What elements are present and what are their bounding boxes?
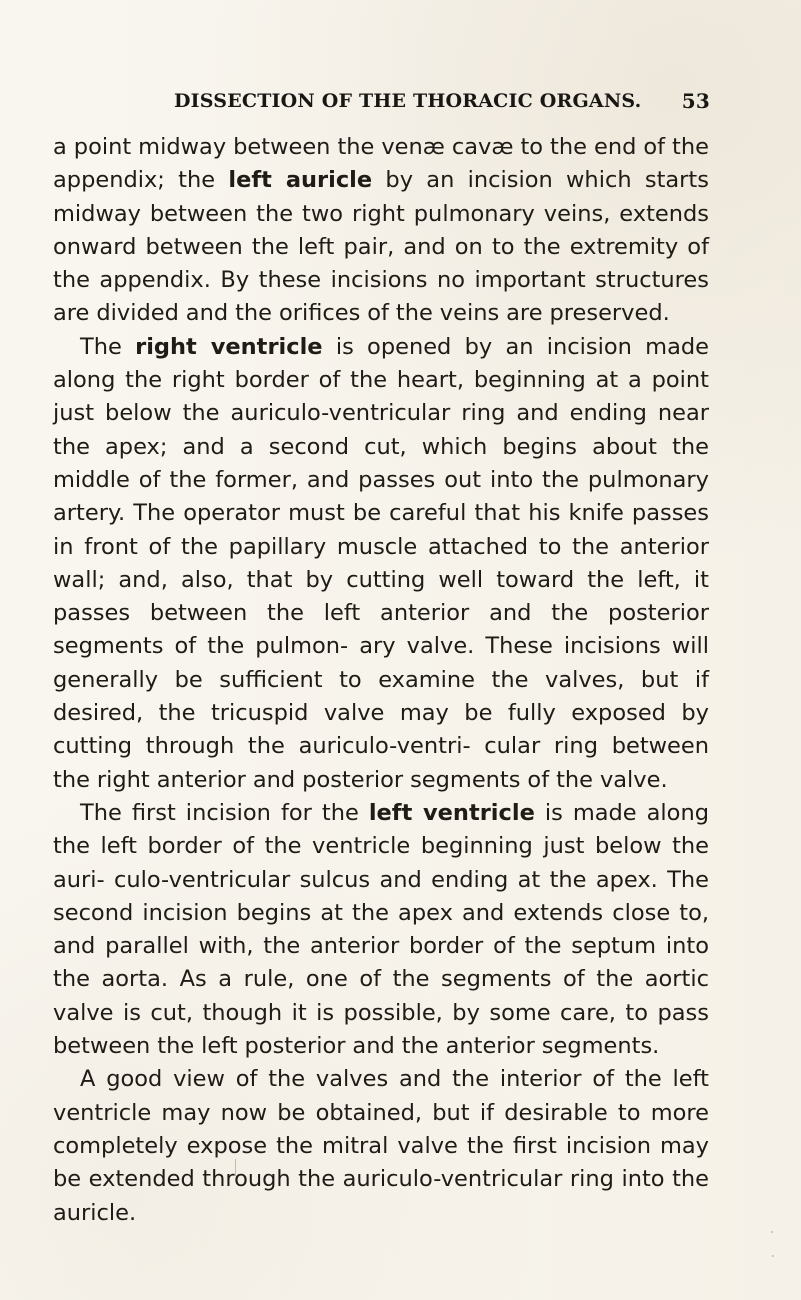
page-number: 53 <box>681 89 710 113</box>
emphasis-right-ventricle: right ventricle <box>135 333 323 360</box>
paragraph-text: is opened by an incision made along the right border of the heart, beginning at a point just below the auriculo-ventricular ring and ending near the apex; and a second cut, which begins about the middle of the former, and passes out into the pulmonary artery. The operator must be careful that his knife passes in front of the papillary muscle attached to the anterior wall; and, also, that by cutting well toward the left, it passes between the left anterior and the posterior segments of the pulmon- ary valve. These incisions will generally be sufficient to examine the valves, but if desired, the tricuspid valve may be fully exposed by cutting through the auriculo-ventri- cular ring between the right anterior and posterior segments of the valve. <box>53 333 709 793</box>
paragraph-text: a point midway between the venæ cavæ to the end of the appendix; the <box>53 134 709 194</box>
paragraph-continuation <box>53 131 709 331</box>
paragraph-right-ventricle <box>53 331 709 797</box>
paragraph-text: by an incision which starts midway between the two right pulmonary veins, extends onward between the left pair, and on to the extremity of the appendix. By these incisions no important structures are divided and the orifices of the veins are preserved. <box>53 167 709 327</box>
emphasis-left-ventricle: left ventricle <box>368 799 535 826</box>
paragraph-text: The <box>80 333 136 360</box>
running-title: DISSECTION OF THE THORACIC ORGANS. <box>174 90 642 112</box>
paragraph-text: is made along the left border of the ventricle beginning just below the auri- culo-ventricular sulcus and ending at the apex. The second incision begins at the apex and extends close to, and parallel with, the anterior border of the septum into the aorta. As a rule, one of the segments of the aortic valve is cut, though it is possible, by some care, to pass between the left posterior and the anterior segments. <box>53 799 709 1060</box>
paper-speck <box>772 1255 774 1257</box>
paper-speck <box>771 1231 773 1233</box>
paragraph-text: A good view of the valves and the interior of the left ventricle may now be obtained, but if desirable to more completely expose the mitral valve the first incision may be extended through the auriculo-ventricular ring into the auricle. <box>53 1066 709 1226</box>
paragraph-text: The first incision for the <box>80 799 369 826</box>
paper-mark <box>235 1159 236 1176</box>
paragraph-left-ventricle <box>53 797 709 1063</box>
body-text <box>53 131 709 1230</box>
emphasis-left-auricle: left auricle <box>228 167 373 194</box>
paragraph-mitral-valve <box>53 1063 709 1229</box>
running-head <box>110 84 710 118</box>
